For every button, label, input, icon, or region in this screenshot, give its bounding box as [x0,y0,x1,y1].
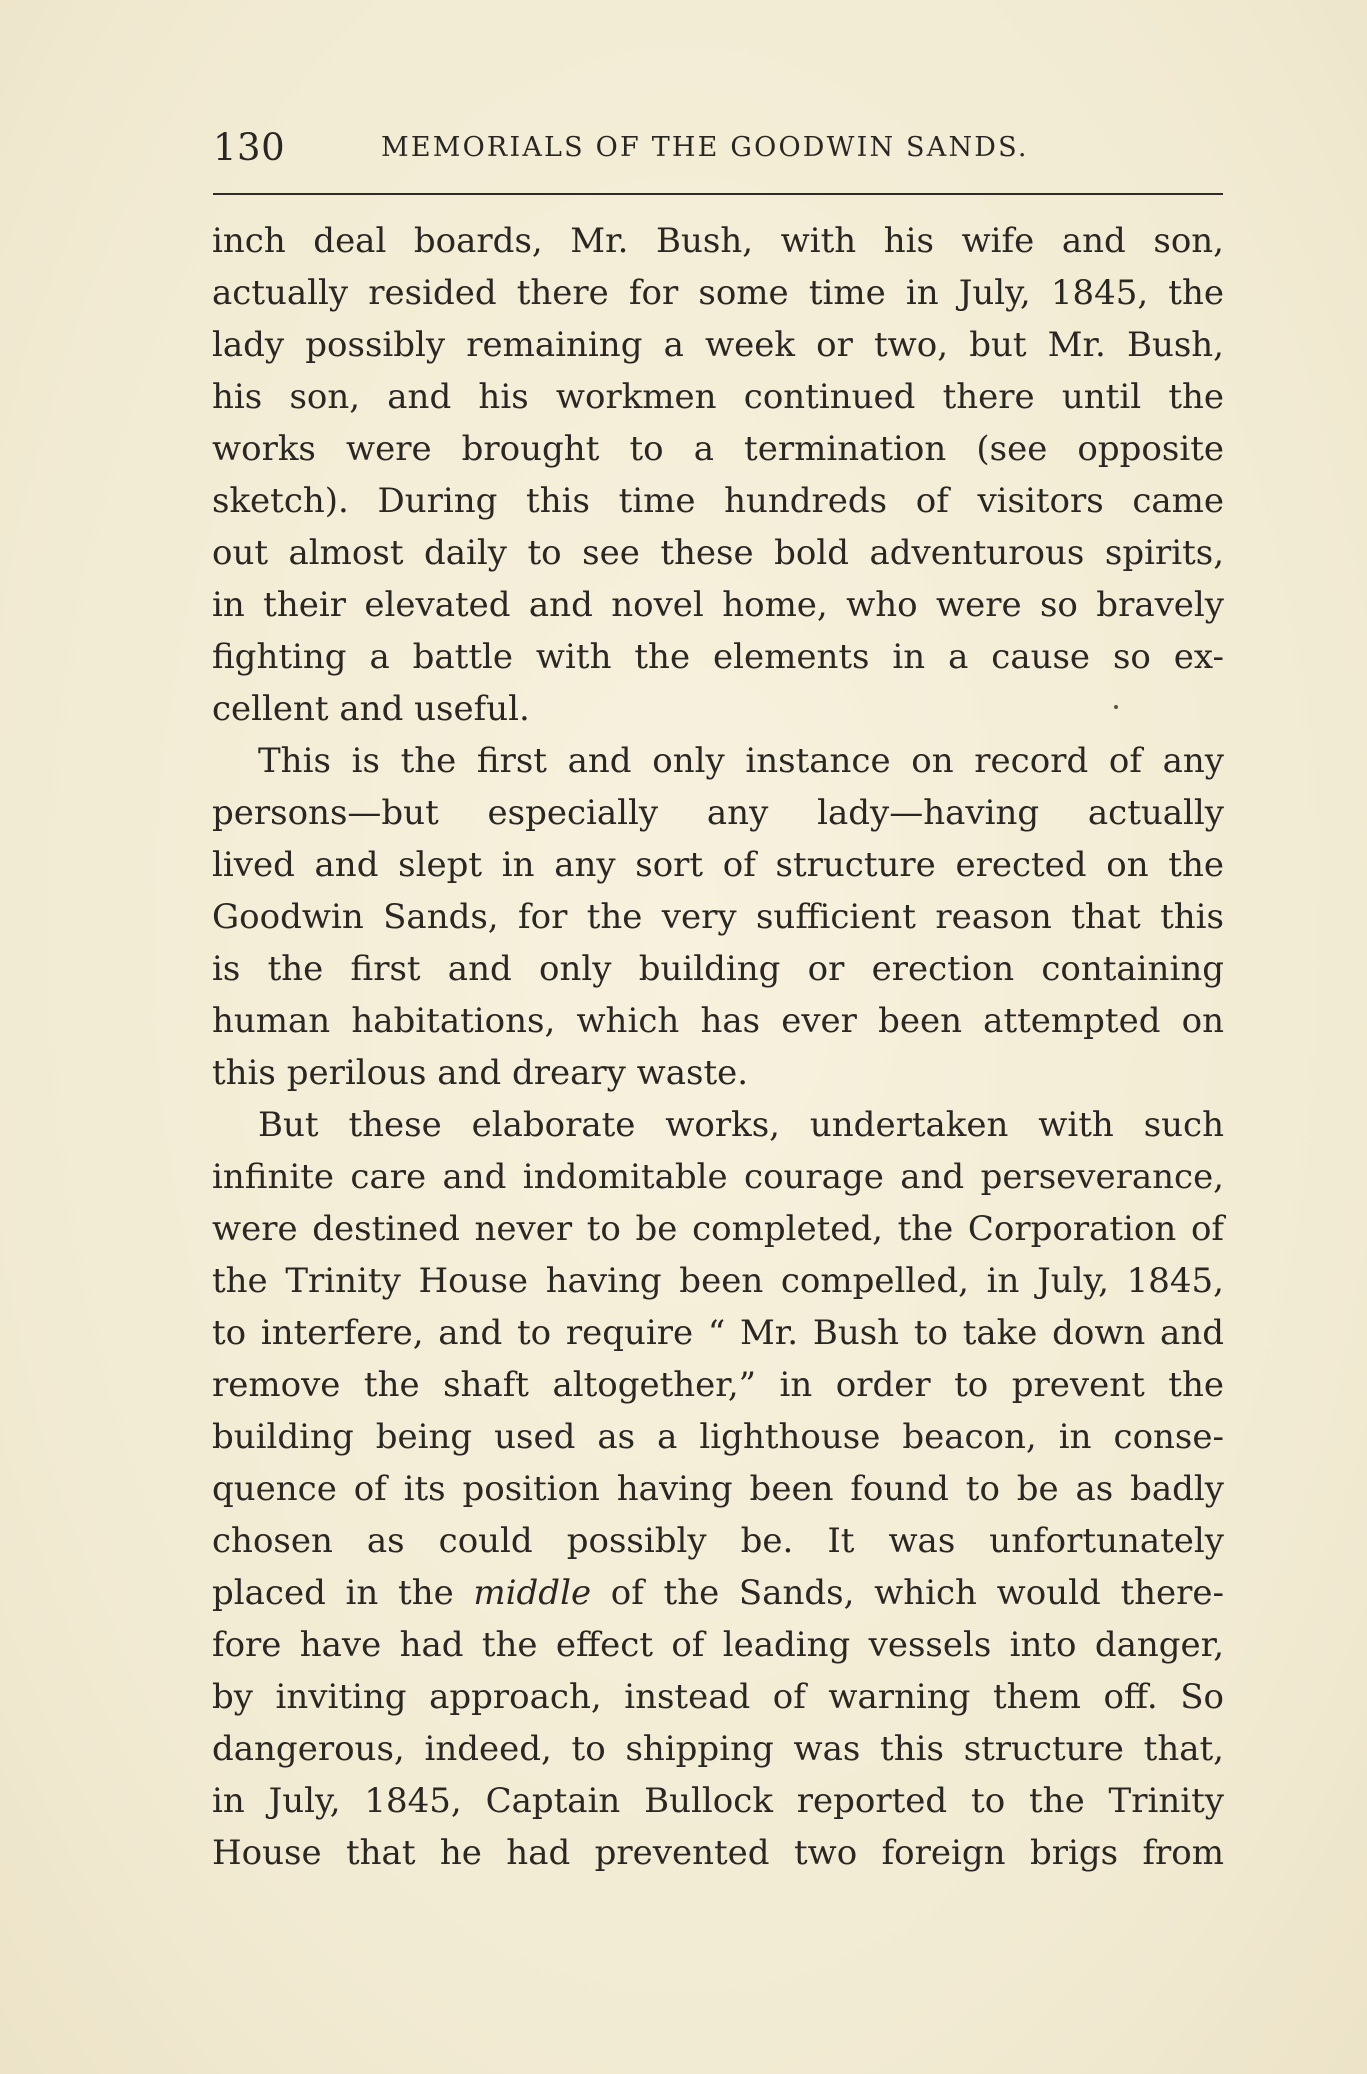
header-rule [213,193,1223,195]
text-line: lady possibly remaining a week or two, but Mr. Bush, [212,325,1224,365]
text-line: actually resided there for some time in July, 1845, the [212,273,1224,313]
text-line: Goodwin Sands, for the very sufficient reason that this [212,897,1224,937]
page-header [213,120,1223,180]
text-line: in their elevated and novel home, who were so bravely [212,585,1224,625]
text-line: quence of its position having been found to be as badly [212,1469,1224,1509]
text-line: persons—but especially any lady—having actually [212,793,1224,833]
text-line: is the first and only building or erection containing [212,949,1224,989]
text-line: fore have had the effect of leading vessels into danger, [212,1625,1224,1665]
text-line: inch deal boards, Mr. Bush, with his wife and son, [212,221,1224,261]
text-line: lived and slept in any sort of structure erected on the [212,845,1224,885]
text-line: chosen as could possibly be. It was unfortunately [212,1521,1224,1561]
text-line: in July, 1845, Captain Bullock reported to the Trinity [212,1781,1224,1821]
running-head: MEMORIALS OF THE GOODWIN SANDS. [381,132,1029,163]
text-line: cellent and useful. [212,689,530,729]
text-line: were destined never to be completed, the Corporation of [212,1209,1224,1249]
text-line: House that he had prevented two foreign brigs from [212,1833,1224,1873]
text-fragment: placed in the [212,1573,474,1613]
body-text [212,215,1224,1879]
page-number: 130 [213,126,286,169]
text-line: infinite care and indomitable courage and perseverance, [212,1157,1224,1197]
italic-emphasis: middle [473,1573,592,1613]
text-line: human habitations, which has ever been attempted on [212,1001,1224,1041]
text-line: fighting a battle with the elements in a cause so ex- [212,637,1224,677]
text-line: This is the first and only instance on record of any [258,741,1224,781]
text-line: this perilous and dreary waste. [212,1053,749,1093]
text-line: But these elaborate works, undertaken with such [258,1105,1224,1145]
text-line: the Trinity House having been compelled, in July, 1845, [212,1261,1224,1301]
text-line: by inviting approach, instead of warning them off. So [212,1677,1224,1717]
text-line: remove the shaft altogether,” in order to prevent the [212,1365,1224,1405]
text-line: out almost daily to see these bold adventurous spirits, [212,533,1224,573]
text-line: his son, and his workmen continued there until the [212,377,1224,417]
text-line: to interfere, and to require “ Mr. Bush to take down and [212,1313,1224,1353]
text-line-with-italic [212,1567,1224,1619]
text-line: works were brought to a termination (see opposite [212,429,1224,469]
text-line: dangerous, indeed, to shipping was this structure that, [212,1729,1224,1769]
text-fragment: of the Sands, which would there- [591,1573,1224,1613]
text-line: sketch). During this time hundreds of visitors came [212,481,1224,521]
text-line: building being used as a lighthouse beacon, in conse- [212,1417,1224,1457]
